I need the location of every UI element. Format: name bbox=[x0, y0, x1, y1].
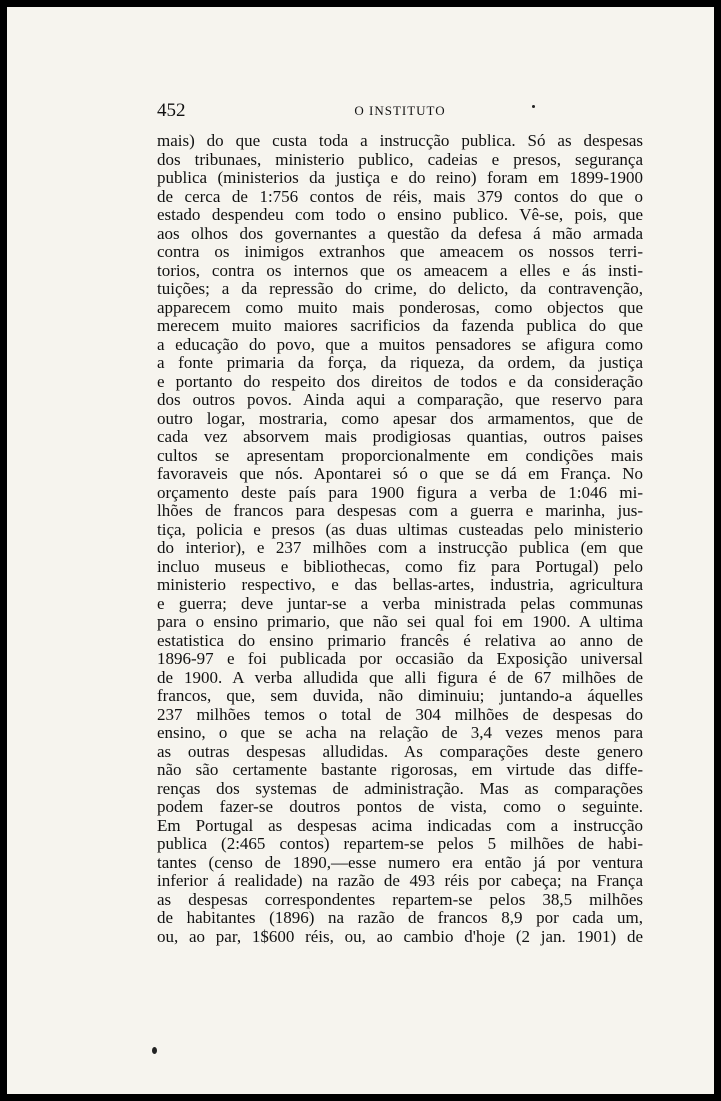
text-line: Em Portugal as despesas acima indicadas com a instrucção bbox=[157, 815, 643, 835]
running-title: O INSTITUTO bbox=[354, 103, 446, 118]
page-number: 452 bbox=[157, 100, 186, 121]
text-line: outro logar, mostraria, como apesar dos armamentos, que de bbox=[157, 408, 643, 428]
text-line: aos olhos dos governantes a questão da defesa á mão armada bbox=[157, 223, 643, 243]
text-line: ou, ao par, 1$600 réis, ou, ao cambio d'hoje (2 jan. 1901) de bbox=[157, 926, 643, 946]
text-line: estado despendeu com todo o ensino publico. Vê-se, pois, que bbox=[157, 205, 643, 224]
text-line: de habitantes (1896) na razão de francos 8,9 por cada um, bbox=[157, 908, 643, 927]
text-line: ministerio respectivo, e das bellas-artes, industria, agricultura bbox=[157, 575, 643, 594]
text-line: merecem muito maiores sacrificios da fazenda publica do que bbox=[157, 316, 643, 335]
text-line: publica (2:465 contos) repartem-se pelos 5 milhões de habi- bbox=[157, 834, 643, 853]
text-line: dos outros povos. Ainda aqui a comparação, que reservo para bbox=[157, 390, 643, 409]
document-page bbox=[7, 7, 714, 1094]
text-line: tuições; a da repressão do crime, do delicto, da contravenção, bbox=[157, 279, 643, 298]
text-line: e portanto do respeito dos direitos de todos e da consideração bbox=[157, 371, 643, 391]
text-line: favoraveis que nós. Apontarei só o que se dá em França. No bbox=[157, 464, 643, 483]
text-line: dos tribunaes, ministerio publico, cadeias e presos, segurança bbox=[157, 149, 643, 169]
text-line: orçamento deste país para 1900 figura a verba de 1:046 mi- bbox=[157, 482, 643, 502]
page-header bbox=[157, 100, 643, 122]
text-line: podem fazer-se doutros pontos de vista, como o seguinte. bbox=[157, 797, 643, 816]
scan-speck bbox=[152, 1047, 157, 1054]
text-line: a fonte primaria da força, da riqueza, da ordem, da justiça bbox=[157, 353, 643, 372]
text-line: de cerca de 1:756 contos de réis, mais 379 contos do que o bbox=[157, 186, 643, 206]
text-line: não são certamente bastante rigorosas, em virtude das diffe- bbox=[157, 760, 643, 779]
text-line: incluo museus e bibliothecas, como fiz para Portugal) pelo bbox=[157, 556, 643, 576]
text-line: as outras despesas alludidas. As comparações deste genero bbox=[157, 741, 643, 761]
text-line: renças dos systemas de administração. Mas as comparações bbox=[157, 778, 643, 798]
text-line: ensino, o que se acha na relação de 3,4 vezes menos para bbox=[157, 723, 643, 742]
text-line: contra os inimigos extranhos que ameacem os nossos terri- bbox=[157, 242, 643, 261]
text-line: francos, que, sem duvida, não diminuiu; juntando-a áquelles bbox=[157, 686, 643, 705]
text-line: publica (ministerios da justiça e do reino) foram em 1899-1900 bbox=[157, 168, 643, 187]
text-line: cada vez absorvem mais prodigiosas quantias, outros paises bbox=[157, 427, 643, 446]
text-line: as despesas correspondentes repartem-se pelos 38,5 milhões bbox=[157, 889, 643, 909]
text-line: do interior), e 237 milhões com a instrucção publica (em que bbox=[157, 538, 643, 557]
text-line: tiça, policia e presos (as duas ultimas custeadas pelo ministerio bbox=[157, 519, 643, 539]
text-line: 237 milhões temos o total de 304 milhões de despesas do bbox=[157, 704, 643, 724]
text-line: lhões de francos para despesas com a guerra e marinha, jus- bbox=[157, 501, 643, 520]
text-line: mais) do que custa toda a instrucção publica. Só as despesas bbox=[157, 131, 643, 150]
text-line: estatistica do ensino primario francês é relativa ao anno de bbox=[157, 630, 643, 650]
text-line: tantes (censo de 1890,—esse numero era então já por ventura bbox=[157, 852, 643, 872]
text-line: de 1900. A verba alludida que alli figura é de 67 milhões de bbox=[157, 667, 643, 687]
text-line: para o ensino primario, que não sei qual foi em 1900. A ultima bbox=[157, 612, 643, 631]
text-line: inferior á realidade) na razão de 493 réis por cabeça; na França bbox=[157, 871, 643, 890]
scan-speck bbox=[532, 105, 535, 108]
text-line: cultos se apresentam proporcionalmente em condições mais bbox=[157, 445, 643, 465]
text-line: 1896-97 e foi publicada por occasião da Exposição universal bbox=[157, 649, 643, 668]
text-line: e guerra; deve juntar-se a verba ministrada pelas communas bbox=[157, 593, 643, 613]
text-line: torios, contra os internos que os ameacem a elles e ás insti- bbox=[157, 260, 643, 280]
text-line: apparecem como muito mais ponderosas, como objectos que bbox=[157, 297, 643, 317]
body-text bbox=[157, 132, 643, 946]
text-line: a educação do povo, que a muitos pensadores se afigura como bbox=[157, 334, 643, 354]
